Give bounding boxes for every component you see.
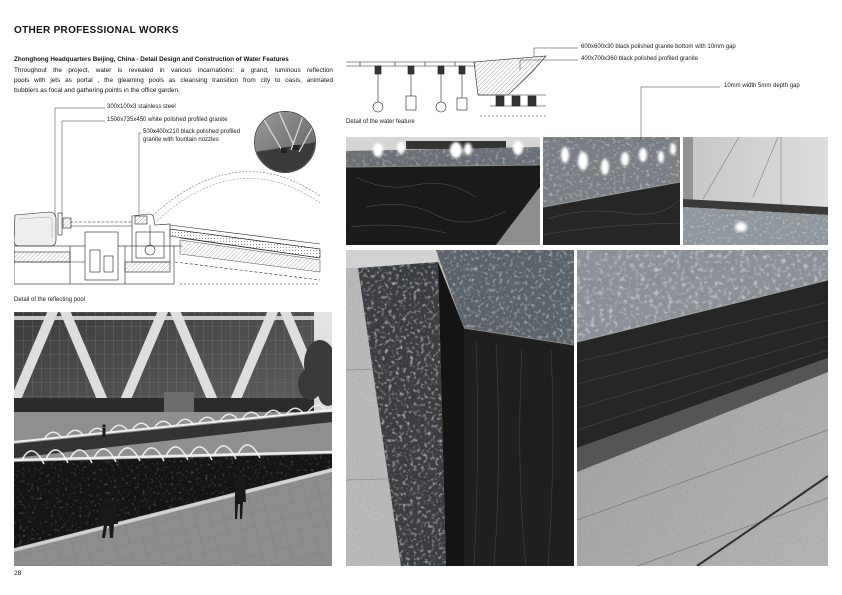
nozzle-pipe xyxy=(373,66,383,112)
nozzle-pipe xyxy=(406,66,416,110)
label-bottom-granite: 600x600x30 black polished granite bottom with 10mm gap xyxy=(581,44,736,50)
label-line: granite with fountain nozzles xyxy=(143,136,219,143)
label-line: 500x400x210 black polished profiled xyxy=(143,129,241,135)
granite-paving-photo xyxy=(577,250,828,566)
label-gap: 10mm width 5mm depth gap xyxy=(724,83,800,89)
bubbler xyxy=(735,222,747,232)
project-subtitle: Zhonghong Headquarters Beijing, China - Detail Design and Construction of Water Features xyxy=(14,56,289,63)
jet-arc xyxy=(150,172,320,218)
description-line: Throughout the project, water is revealed in various incarnations: a grand, luminous reflection xyxy=(14,67,333,74)
nozzle-pipe xyxy=(457,66,467,110)
nozzle-detail-photo xyxy=(254,111,316,173)
water-jets-photo xyxy=(543,137,680,245)
label-stainless-steel: 300x100x3 stainless steel xyxy=(107,104,176,110)
label-profiled-granite: 400x700x360 black polished profiled granite xyxy=(581,56,699,62)
granite-block xyxy=(464,328,574,566)
description-line: bubblers as focal and gathering points in the office garden. xyxy=(14,87,180,94)
page-number: 28 xyxy=(14,570,22,577)
pool-edge-photo xyxy=(346,250,574,566)
page-title: OTHER PROFESSIONAL WORKS xyxy=(14,25,179,36)
reflecting-pool-photo xyxy=(14,312,332,566)
profiled-granite xyxy=(474,56,546,95)
description-line: pools with jets as portal , the gleaming pools as cleansing transition from city to oasis, animated xyxy=(14,77,333,84)
jet-arc xyxy=(157,178,320,221)
building-facade xyxy=(14,312,332,427)
stainless-steel-edge xyxy=(58,213,62,235)
granite-block-photo xyxy=(346,137,540,245)
nozzle-pipe xyxy=(436,66,446,112)
caption-reflecting-pool: Detail of the reflecting pool xyxy=(14,297,86,303)
leader-line xyxy=(641,87,720,140)
label-white-granite: 1500x735x450 white polished profiled granite xyxy=(107,117,228,123)
water-feature-section-drawing xyxy=(346,42,548,120)
caption-water-feature: Detail of the water feature xyxy=(346,119,415,125)
project-description xyxy=(14,66,333,96)
wall-pool-photo xyxy=(683,137,828,245)
